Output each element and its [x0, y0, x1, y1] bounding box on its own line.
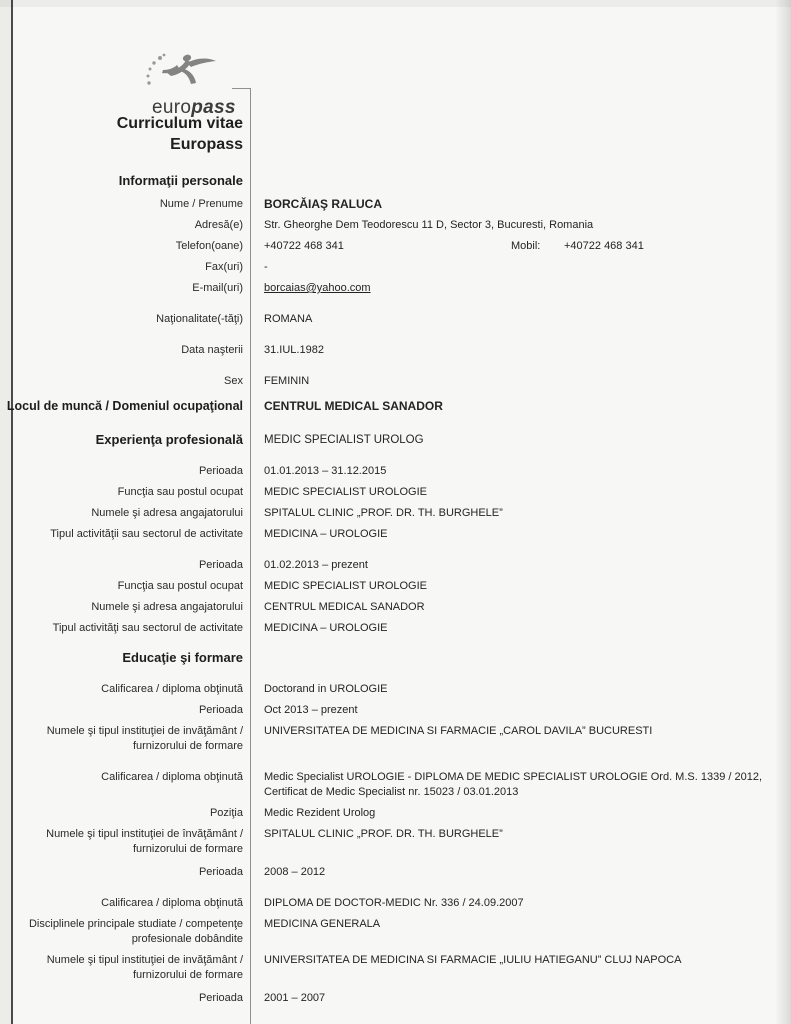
row-perioada-5	[0, 991, 791, 1006]
field-value: UNIVERSITATEA DE MEDICINA SI FARMACIE „IULIU HATIEGANU” CLUJ NAPOCA	[264, 954, 682, 966]
title-line-2: Europass	[170, 136, 243, 153]
field-label: Calificarea / diploma obţinută	[101, 771, 243, 783]
field-value: CENTRUL MEDICAL SANADOR	[264, 601, 425, 613]
field-value: MEDIC SPECIALIST UROLOGIE	[264, 580, 428, 592]
field-value	[243, 239, 791, 254]
row-tipul-activitatii-1	[0, 527, 791, 542]
row-telefon	[0, 239, 791, 254]
logo-euro: euro	[152, 97, 192, 118]
field-label: Calificarea / diploma obţinută	[101, 683, 243, 695]
row-angajator-1	[0, 506, 791, 521]
row-institutie-2	[0, 827, 791, 857]
field-label: Perioada	[198, 992, 243, 1004]
field-label: Data naşterii	[181, 344, 243, 356]
row-tipul-activitatii-2	[0, 621, 791, 636]
field-value: 01.02.2013 – prezent	[264, 559, 368, 571]
row-fax	[0, 260, 791, 275]
row-nationalitate	[0, 312, 791, 327]
field-value: Doctorand in UROLOGIE	[264, 683, 388, 695]
row-perioada-2	[0, 558, 791, 573]
field-label: Nume / Prenume	[159, 198, 243, 210]
row-calificarea-1	[0, 682, 791, 697]
field-value: MEDIC SPECIALIST UROLOG	[264, 434, 424, 446]
logo-pass: pass	[191, 97, 236, 118]
section-header: Informaţii personale	[118, 173, 243, 188]
row-functia-2	[0, 579, 791, 594]
field-value: DIPLOMA DE DOCTOR-MEDIC Nr. 336 / 24.09.2007	[264, 897, 524, 909]
section-header: Educaţie şi formare	[122, 650, 243, 665]
field-value: MEDIC SPECIALIST UROLOGIE	[264, 486, 428, 498]
field-label: Locul de muncă / Domeniul ocupaţional	[6, 399, 243, 413]
phone-number: +40722 468 341	[264, 240, 344, 252]
field-label: Numele şi adresa angajatorului	[91, 507, 243, 519]
field-label: Sex	[224, 375, 243, 387]
row-sex	[0, 374, 791, 389]
field-label: Numele şi tipul instituţiei de învăţământ / furnizorului de formare	[46, 828, 243, 855]
field-value: Medic Specialist UROLOGIE - DIPLOMA DE MEDIC SPECIALIST UROLOGIE Ord. M.S. 1339 / 2012, Certificat de Medic Specialist nr. 15023 / 03.01.2013	[264, 771, 763, 798]
row-functia-1	[0, 485, 791, 500]
email-link[interactable]: borcaias@yahoo.com	[264, 282, 371, 294]
section-informatii-personale	[0, 173, 791, 189]
row-perioada-4	[0, 865, 791, 880]
row-perioada-3	[0, 703, 791, 718]
field-value	[243, 281, 791, 296]
cv-table	[0, 173, 791, 1006]
field-value: MEDICINA – UROLOGIE	[264, 528, 388, 540]
field-value: SPITALUL CLINIC „PROF. DR. TH. BURGHELE”	[264, 507, 503, 519]
field-value: 2008 – 2012	[264, 866, 326, 878]
field-value: SPITALUL CLINIC „PROF. DR. TH. BURGHELE”	[264, 828, 503, 840]
field-value: UNIVERSITATEA DE MEDICINA SI FARMACIE „CAROL DAVILA” BUCURESTI	[264, 725, 653, 737]
field-label: Perioada	[198, 866, 243, 878]
row-angajator-2	[0, 600, 791, 615]
section-experienta-profesionala	[0, 432, 791, 448]
field-value: MEDICINA GENERALA	[264, 918, 381, 930]
field-value: 01.01.2013 – 31.12.2015	[264, 465, 387, 477]
field-label: Perioada	[198, 704, 243, 716]
field-label: E-mail(uri)	[192, 282, 243, 294]
field-value: FEMININ	[264, 375, 310, 387]
row-email	[0, 281, 791, 296]
row-calificarea-2	[0, 770, 791, 800]
field-label: Telefon(oane)	[175, 240, 243, 252]
field-label: Fax(uri)	[205, 261, 243, 273]
page-title	[0, 113, 243, 155]
field-value: Medic Rezident Urolog	[264, 807, 376, 819]
field-label: Tipul activităţii sau sectorul de activitate	[50, 528, 243, 540]
row-institutie-1	[0, 724, 791, 754]
field-value: Str. Gheorghe Dem Teodorescu 11 D, Sector 3, Bucuresti, Romania	[264, 219, 594, 231]
field-label: Numele şi tipul instituţiei de invăţământ / furnizorului de formare	[46, 725, 243, 752]
mobil-number: +40722 468 341	[564, 240, 644, 252]
row-disciplinele	[0, 917, 791, 947]
field-label: Calificarea / diploma obţinută	[101, 897, 243, 909]
row-calificarea-3	[0, 896, 791, 911]
field-label: Funcţia sau postul ocupat	[117, 580, 243, 592]
field-value: BORCĂIAŞ RALUCA	[264, 197, 382, 211]
field-value: MEDICINA – UROLOGIE	[264, 622, 388, 634]
section-educatie-si-formare	[0, 650, 791, 666]
mobil-label: Mobil:	[511, 240, 541, 252]
field-value: Oct 2013 – prezent	[264, 704, 358, 716]
row-institutie-3	[0, 953, 791, 983]
field-label: Numele şi adresa angajatorului	[91, 601, 243, 613]
row-nume-prenume	[0, 197, 791, 212]
field-label: Numele şi tipul instituţiei de invăţământ / furnizorului de formare	[46, 954, 243, 981]
row-perioada-1	[0, 464, 791, 479]
field-label: Disciplinele principale studiate / competenţe profesionale dobândite	[28, 918, 243, 945]
row-data-nasterii	[0, 343, 791, 358]
field-label: Adresă(e)	[194, 219, 243, 231]
row-locul-de-munca	[0, 399, 791, 414]
row-pozitia	[0, 806, 791, 821]
field-label: Poziţia	[209, 807, 243, 819]
field-value: 2001 – 2007	[264, 992, 326, 1004]
field-value: CENTRUL MEDICAL SANADOR	[264, 399, 443, 413]
field-label: Naţionalitate(-tăţi)	[156, 313, 243, 325]
title-line-1: Curriculum vitae	[116, 115, 243, 132]
field-label: Perioada	[198, 559, 243, 571]
field-label: Funcţia sau postul ocupat	[117, 486, 243, 498]
row-adresa	[0, 218, 791, 233]
section-header: Experienţa profesională	[95, 432, 243, 447]
field-value: ROMANA	[264, 313, 313, 325]
field-label: Perioada	[198, 465, 243, 477]
field-value: 31.IUL.1982	[264, 344, 324, 356]
field-label: Tipul activităţi sau sectorul de activitate	[52, 622, 243, 634]
field-value: -	[264, 261, 268, 273]
